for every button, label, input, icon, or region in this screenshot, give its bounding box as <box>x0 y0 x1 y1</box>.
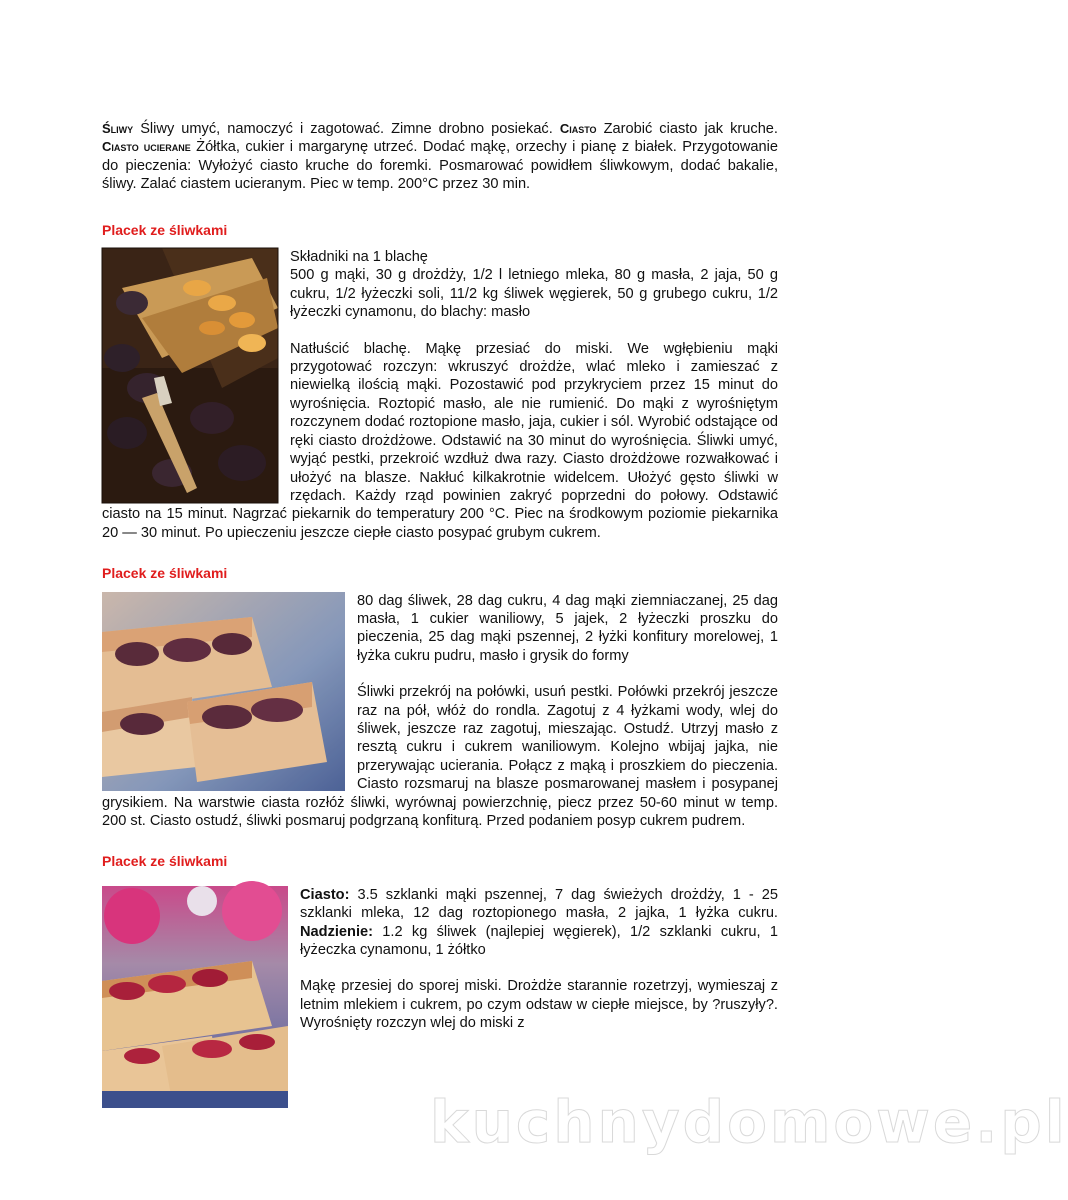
recipe1-ingredients: 500 g mąki, 30 g drożdży, 1/2 l letniego mleka, 80 g masła, 2 jaja, 50 g cukru, 1/2 łyżeczki soli, 11/2 kg śliwek węgierek, 50 g grubego cukru, 1/2 łyżeczki cynamonu, do blachy: masło <box>290 267 778 321</box>
document-page <box>102 120 778 1108</box>
recipe1-title: Placek ze śliwkami <box>102 221 228 238</box>
recipe3-method: Mąkę przesiej do sporej miski. Drożdże starannie rozetrzyj, wymieszaj z letnim mlekiem i cukrem, po czym odstaw w ciepłe miejsce, by ?ruszyły?. Wyrośnięty rozczyn wlej do miski z <box>300 978 778 1032</box>
recipe2-method: Śliwki przekrój na połówki, usuń pestki. Połówki przekrój jeszcze raz na pół, włóż do rondla. Zagotuj z 4 łyżkami wody, wlej do śliwek, jeszcze raz zagotuj, mieszając. Ostudź. Utrzyj masło z resztą cukru i cukrem waniliowym. Kolejno wbijaj jajka, nie przerywając ucierania. Połącz z mąką i proszkiem do pieczenia. Ciasto rozsmaruj na blasze posmarowanej masłem i posypanej grysikiem. Na warstwie ciasta rozłóż śliwki, wyrównaj powierzchnię, piecz przez 50-60 minut w temp. 200 st. Ciasto ostudź, śliwki posmaruj podgrzaną konfiturą. Przed podaniem posyp cukrem pudrem. <box>102 684 778 829</box>
recipe3-nadzienie-label: Nadzienie: <box>300 923 373 940</box>
watermark: kuchnydomowe.pl <box>430 1088 1068 1156</box>
recipe1-ingredients-heading: Składniki na 1 blachę <box>290 249 428 266</box>
heading-ciasto-ucierane: Ciasto ucierane <box>102 139 191 155</box>
sliwy-text: Śliwy umyć, namoczyć i zagotować. Zimne drobno posiekać. <box>140 121 553 137</box>
recipe3-title: Placek ze śliwkami <box>102 853 228 870</box>
recipe1-method: Natłuścić blachę. Mąkę przesiać do miski. We wgłębieniu mąki przygotować rozczyn: wkruszyć drożdże, wlać mleko i zamieszać z niewielką ilością mąki. Pozostawić pod przykryciem przez 15 minut do wyrośnięcia. Roztopić masło, ale nie rumienić. Do mąki z wyrośniętym rozczynem dodać roztopione masło, jaja, cukier i sól. Wyrobić odstające od ręki ciasto drożdżowe. Odstawić na 30 minut do wyrośnięcia. Śliwki umyć, wyjąć pestki, przekroić wzdłuż dwa razy. Ciasto drożdżowe rozwałkować i ułożyć na blasze. Nakłuć kilkakrotnie widelcem. Ułożyć gęsto śliwki w rzędach. Każdy rząd powinien zakryć poprzedni do połowy. Odstawić ciasto na 15 minut. Nagrzać piekarnik do temperatury 200 °C. Piec na środkowym poziomie piekarnika 20 — 30 minut. Po upieczeniu jeszcze ciepłe ciasto posypać grubym cukrem. <box>102 340 778 541</box>
recipe3-ciasto-text: 3.5 szklanki mąki pszennej, 7 dag świeżych drożdży, 1 - 25 szklanki mleka, 12 dag roztopionego masła, 2 jajka, 1 łyżka cukru. <box>300 886 778 922</box>
recipe1-photo <box>102 248 278 503</box>
recipe3-photo <box>102 886 288 1108</box>
ucierane-text: Żółtka, cukier i margarynę utrzeć. Dodać mąkę, orzechy i pianę z białek. Przygotowanie do pieczenia: Wyłożyć ciasto kruche do foremki. Posmarować powidłem śliwkowym, dodać bakalie, śliwy. Zalać ciastem ucieranym. Piec w temp. 200°C przez 30 min. <box>102 139 778 193</box>
recipe3-ciasto-label: Ciasto: <box>300 886 350 903</box>
ciasto-text: Zarobić ciasto jak kruche. <box>603 121 778 137</box>
intro-paragraph <box>102 120 778 194</box>
heading-ciasto: Ciasto <box>559 121 597 136</box>
heading-sliwy: Śliwy <box>102 121 134 136</box>
recipe3-section <box>102 886 778 1033</box>
recipe2-ingredients: 80 dag śliwek, 28 dag cukru, 4 dag mąki ziemniaczanej, 25 dag masła, 1 cukier waniliowy, 5 jajek, 2 łyżeczki proszku do pieczenia, 25 dag mąki pszennej, 2 łyżki konfitury morelowej, 1 łyżka cukru pudru, masło i grysik do formy <box>357 592 778 664</box>
recipe3-nadzienie-text: 1.2 kg śliwek (najlepiej węgierek), 1/2 szklanki cukru, 1 łyżeczka cynamonu, 1 żółtko <box>300 923 778 959</box>
recipe2-title: Placek ze śliwkami <box>102 565 228 582</box>
recipe2-section <box>102 592 778 831</box>
recipe2-photo <box>102 592 345 791</box>
recipe1-section <box>102 248 778 542</box>
